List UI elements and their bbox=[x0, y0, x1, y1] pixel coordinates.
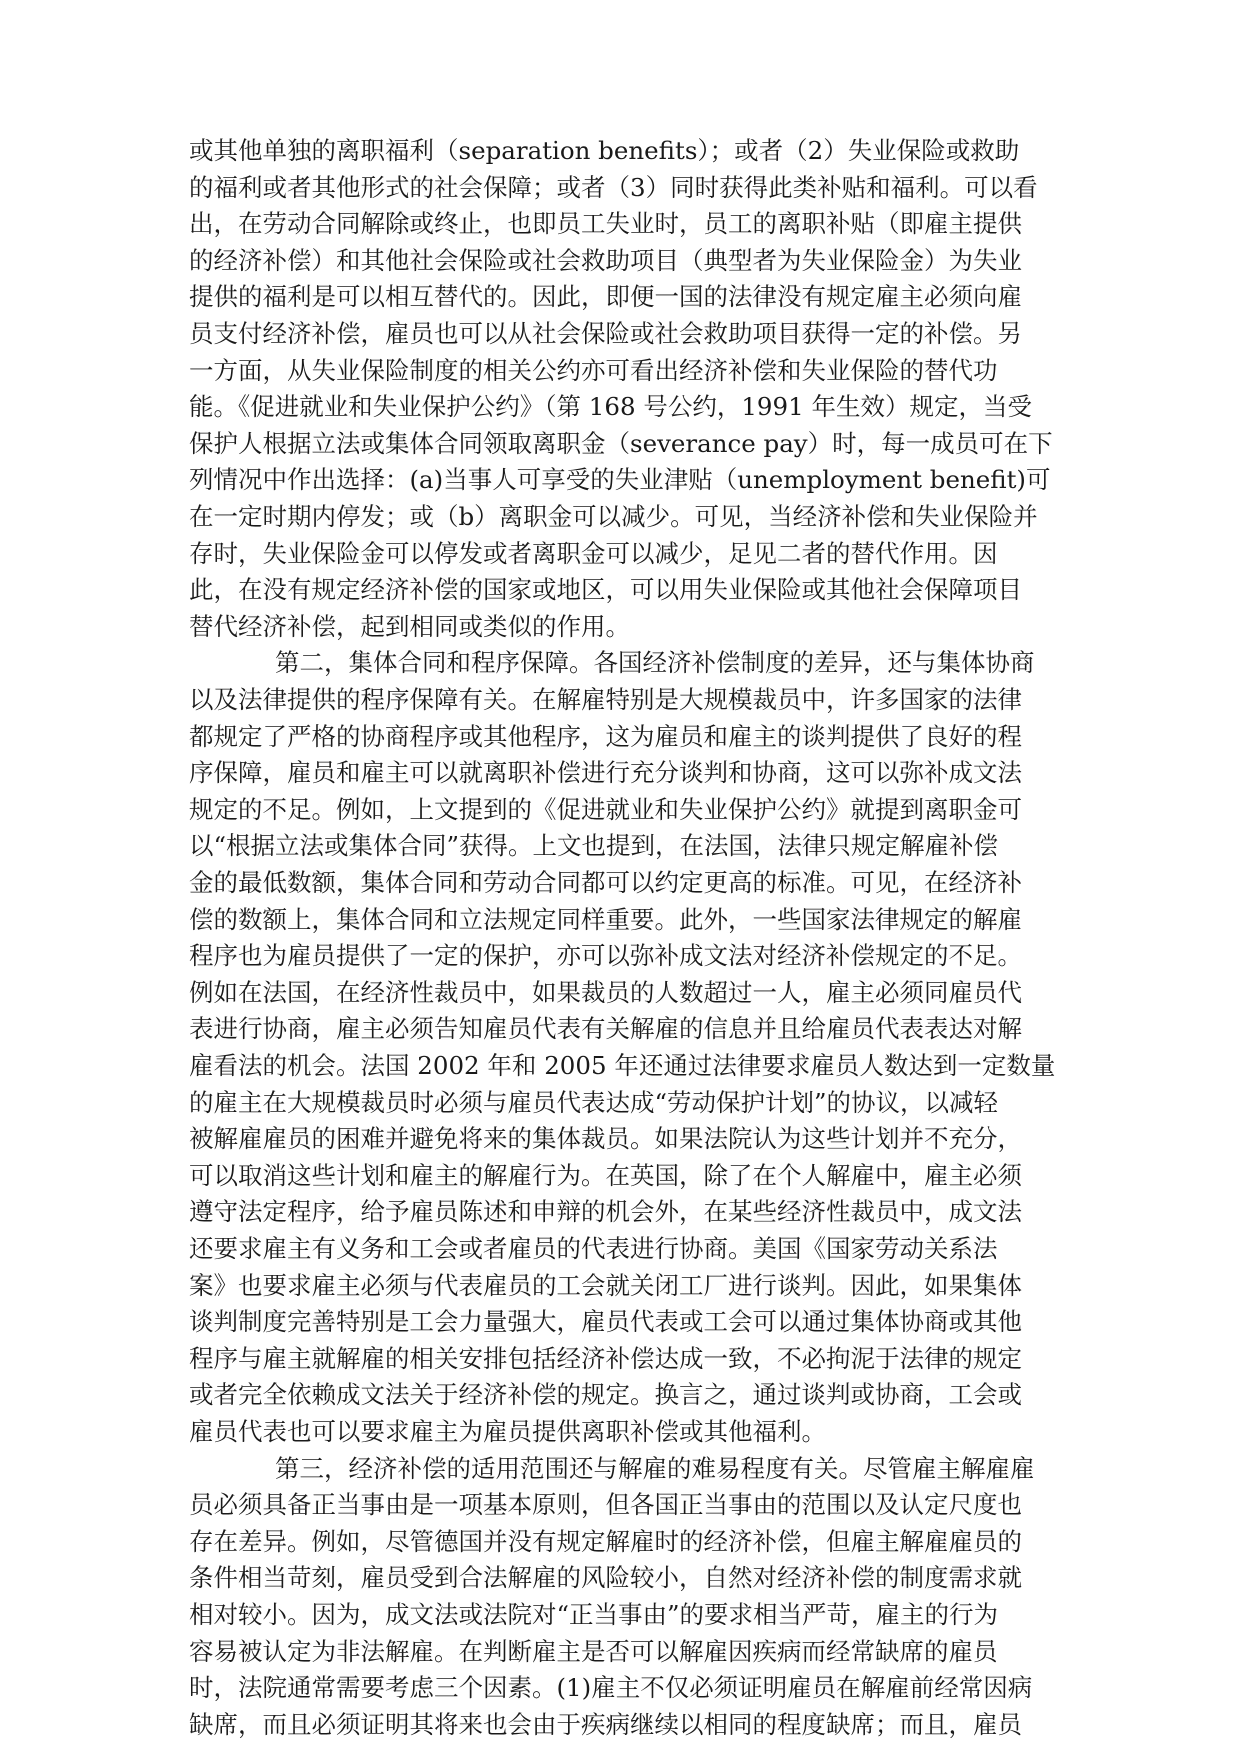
text-line: 列情况中作出选择：(a)当事人可享受的失业津贴（unemployment benefit)可 bbox=[189, 465, 1051, 495]
text-line: 程序与雇主就解雇的相关安排包括经济补偿达成一致，不必拘泥于法律的规定 bbox=[189, 1343, 1022, 1373]
text-line: 替代经济补偿，起到相同或类似的作用。 bbox=[189, 611, 630, 641]
text-line: 遵守法定程序，给予雇员陈述和申辩的机会外，在某些经济性裁员中，成文法 bbox=[189, 1197, 1022, 1227]
paragraph-first-line: 第二，集体合同和程序保障。各国经济补偿制度的差异，还与集体协商 bbox=[275, 648, 1035, 678]
text-line: 员必须具备正当事由是一项基本原则，但各国正当事由的范围以及认定尺度也 bbox=[189, 1490, 1022, 1520]
text-line: 雇员代表也可以要求雇主为雇员提供离职补偿或其他福利。 bbox=[189, 1417, 826, 1446]
text-line: 的经济补偿）和其他社会保险或社会救助项目（典型者为失业保险金）为失业 bbox=[189, 245, 1022, 275]
text-line: 或其他单独的离职福利（separation benefits）；或者（2）失业保险或救助 bbox=[189, 136, 1020, 165]
text-line: 案》也要求雇主必须与代表雇员的工会就关闭工厂进行谈判。因此，如果集体 bbox=[189, 1270, 1022, 1300]
text-line: 表进行协商，雇主必须告知雇员代表有关解雇的信息并且给雇员代表表达对解 bbox=[189, 1014, 1022, 1044]
text-line: 能。《促进就业和失业保护公约》（第 168 号公约，1991 年生效）规定，当受 bbox=[189, 392, 1032, 422]
text-line: 出，在劳动合同解除或终止，也即员工失业时，员工的离职补贴（即雇主提供 bbox=[189, 209, 1022, 239]
text-line: 时，法院通常需要考虑三个因素。(1)雇主不仅必须证明雇员在解雇前经常因病 bbox=[189, 1673, 1033, 1703]
text-line: 相对较小。因为，成文法或法院对“正当事由”的要求相当严苛，雇主的行为 bbox=[189, 1600, 999, 1629]
text-line: 谈判制度完善特别是工会力量强大，雇员代表或工会可以通过集体协商或其他 bbox=[189, 1307, 1022, 1337]
text-line: 偿的数额上，集体合同和立法规定同样重要。此外，一些国家法律规定的解雇 bbox=[189, 904, 1022, 934]
text-line: 可以取消这些计划和雇主的解雇行为。在英国，除了在个人解雇中，雇主必须 bbox=[189, 1160, 1022, 1190]
text-line: 存时，失业保险金可以停发或者离职金可以减少，足见二者的替代作用。因 bbox=[189, 538, 998, 568]
text-line: 提供的福利是可以相互替代的。因此，即便一国的法律没有规定雇主必须向雇 bbox=[189, 282, 1022, 312]
text-line: 此，在没有规定经济补偿的国家或地区，可以用失业保险或其他社会保障项目 bbox=[189, 575, 1022, 605]
text-line: 雇看法的机会。法国 2002 年和 2005 年还通过法律要求雇员人数达到一定数量 bbox=[189, 1051, 1056, 1080]
text-line: 还要求雇主有义务和工会或者雇员的代表进行协商。美国《国家劳动关系法 bbox=[189, 1234, 998, 1263]
text-line: 被解雇雇员的困难并避免将来的集体裁员。如果法院认为这些计划并不充分， bbox=[189, 1124, 1022, 1154]
text-line: 规定的不足。例如，上文提到的《促进就业和失业保护公约》就提到离职金可 bbox=[189, 794, 1022, 824]
text-line: 员支付经济补偿，雇员也可以从社会保险或社会救助项目获得一定的补偿。另 bbox=[189, 319, 1022, 348]
text-line: 在一定时期内停发；或（b）离职金可以减少。可见，当经济补偿和失业保险并 bbox=[189, 502, 1038, 531]
text-line: 容易被认定为非法解雇。在判断雇主是否可以解雇因疾病而经常缺席的雇员 bbox=[189, 1636, 998, 1666]
text-line: 存在差异。例如，尽管德国并没有规定解雇时的经济补偿，但雇主解雇雇员的 bbox=[189, 1526, 1022, 1556]
text-line: 条件相当苛刻，雇员受到合法解雇的风险较小，自然对经济补偿的制度需求就 bbox=[189, 1563, 1022, 1593]
paragraph-first-line: 第三，经济补偿的适用范围还与解雇的难易程度有关。尽管雇主解雇雇 bbox=[275, 1453, 1035, 1483]
text-line: 缺席，而且必须证明其将来也会由于疾病继续以相同的程度缺席；而且，雇员 bbox=[189, 1709, 1022, 1739]
text-line: 保护人根据立法或集体合同领取离职金（severance pay）时，每一成员可在下 bbox=[189, 428, 1053, 458]
text-line: 序保障，雇员和雇主可以就离职补偿进行充分谈判和协商，这可以弥补成文法 bbox=[189, 758, 1022, 788]
text-line: 金的最低数额，集体合同和劳动合同都可以约定更高的标准。可见，在经济补 bbox=[189, 868, 1022, 897]
text-line: 程序也为雇员提供了一定的保护，亦可以弥补成文法对经济补偿规定的不足。 bbox=[189, 941, 1022, 971]
text-line: 例如在法国，在经济性裁员中，如果裁员的人数超过一人，雇主必须同雇员代 bbox=[189, 977, 1022, 1007]
text-line: 都规定了严格的协商程序或其他程序，这为雇员和雇主的谈判提供了良好的程 bbox=[189, 721, 1022, 751]
text-line: 的雇主在大规模裁员时必须与雇员代表达成“劳动保护计划”的协议，以减轻 bbox=[189, 1087, 999, 1117]
text-line: 以及法律提供的程序保障有关。在解雇特别是大规模裁员中，许多国家的法律 bbox=[189, 685, 1022, 714]
text-line: 以“根据立法或集体合同”获得。上文也提到，在法国，法律只规定解雇补偿 bbox=[189, 831, 999, 861]
text-line: 一方面，从失业保险制度的相关公约亦可看出经济补偿和失业保险的替代功 bbox=[189, 355, 998, 385]
text-line: 的福利或者其他形式的社会保障；或者（3）同时获得此类补贴和福利。可以看 bbox=[189, 172, 1038, 202]
text-line: 或者完全依赖成文法关于经济补偿的规定。换言之，通过谈判或协商，工会或 bbox=[189, 1380, 1022, 1410]
